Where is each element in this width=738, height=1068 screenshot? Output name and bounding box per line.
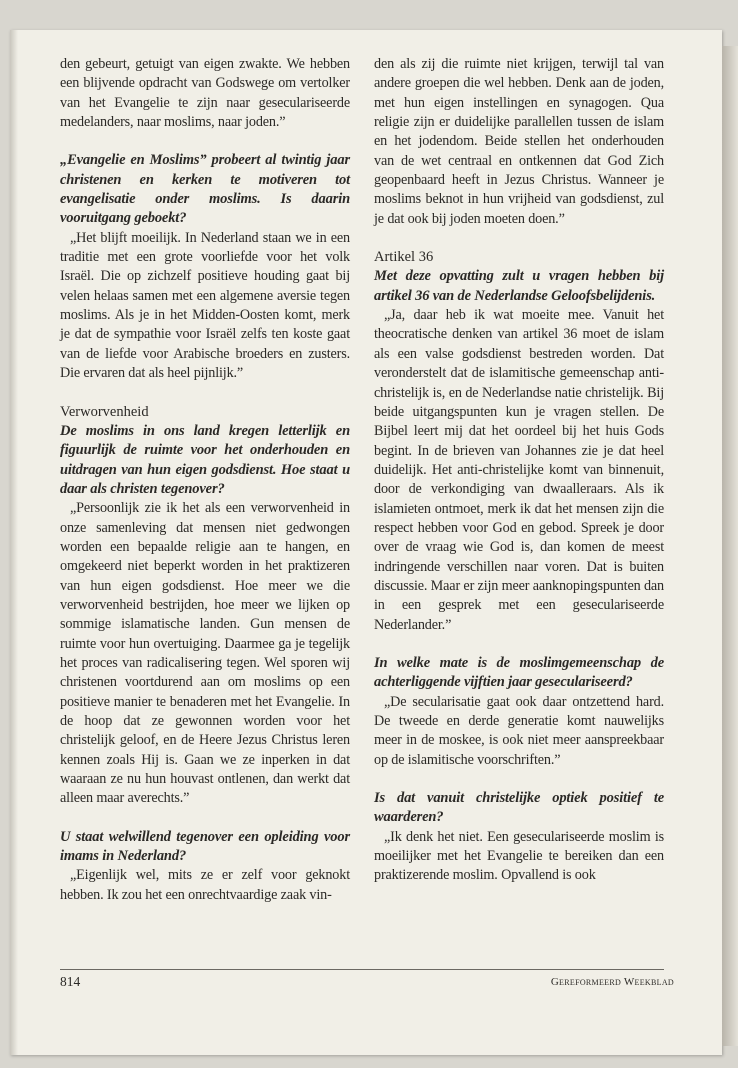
- section-heading-artikel-36: Artikel 36: [374, 249, 434, 266]
- page-spine-shadow: [10, 30, 18, 1055]
- interview-question-3: U staat welwillend tegenover een opleiding voor imams in Nederland?: [60, 828, 350, 865]
- interview-question-5: In welke mate is de moslimgemeenschap de achterliggende vijftien jaar geseculariseerd?: [374, 654, 664, 691]
- interview-answer-4: „Ja, daar heb ik wat moeite mee. Vanuit het theocratische denken van artikel 36 moet de islam als een valse godsdienst bestreden worden. Dat veronderstelt dat de islamitische gemeenschap anti-christelijk is, en de Nederlandse natie christelijk. Bij beide uitgangspunten kun je vragen stellen. De Bijbel leert mij dat het oordeel bij het huis Gods begint. In de brieven van Johannes zie je dat heel duidelijk. Het anti-christelijke komt van binnenuit, door de verkondiging van dwaalleraars. Als ik islamieten ontmoet, merk ik dat het mensen zijn die respect hebben voor God en gebod. Spreek je door over de vraag wie God is, dan komen de meest indringende verschillen naar voren. Dat is buiten discussie. Maar er zijn meer aanknopingspunten dan in een gesprek met een geseculariseerde Nederlander.”: [374, 307, 664, 633]
- footer-rule: [60, 969, 664, 970]
- section-heading-verworvenheid: Verworvenheid: [60, 403, 149, 420]
- page-edge: [722, 46, 738, 1046]
- interview-question-2: De moslims in ons land kregen letterlijk en figuurlijk de ruimte voor het onderhouden en uitdragen van hun eigen godsdienst. Hoe staat u daar als christen tegenover?: [60, 422, 350, 497]
- interview-answer-3: „Eigenlijk wel, mits ze er zelf voor geknokt hebben. Ik zou het een onrechtvaardige zaak vin-: [60, 867, 350, 903]
- interview-answer-1: „Het blijft moeilijk. In Nederland staan we in een traditie met een grote voorliefde voor het volk Israël. Die op zichzelf positieve houding gaat bij velen helaas samen met een algemene aversie tegen moslims. Als je in het Midden-Oosten komt, merk je dat de sympathie voor Israël zelfs ten koste gaat van de liefde voor Arabische broeders en zusters. Die ervaren dat als heel pijnlijk.”: [60, 229, 350, 382]
- page-number: 814: [60, 974, 81, 989]
- right-column: [374, 55, 664, 886]
- interview-answer-5: „De secularisatie gaat ook daar ontzettend hard. De tweede en derde generatie komt nauwelijks meer in de moskee, is ook niet meer aanspreekbaar op de islamitische voorschriften.”: [374, 693, 664, 768]
- interview-question-1: „Evangelie en Moslims” probeert al twintig jaar christenen en kerken te motiveren tot evangelisatie onder moslims. Is daarin vooruitgang geboekt?: [60, 152, 350, 227]
- interview-answer-2: „Persoonlijk zie ik het als een verworvenheid in onze samenleving dat mensen niet gedwongen worden een bepaalde religie aan te hangen, en omgekeerd niet beperkt worden in het praktizeren van hun eigen godsdienst. Hoe meer we die verworvenheid bestrijden, hoe meer we lijken op sommige islamatische landen. Gun mensen de ruimte voor hun overtuiging. Daarmee ga je tegelijk het proces van radicalisering tegen. Wel sporen wij christenen voortdurend aan om moslims op een positieve manier te benaderen met het Evangelie. In de hoop dat ze gewonnen worden voor het christelijk geloof, en de Heere Jezus Christus leren kennen zoals Hij is. Gaan we ze inperken in dat waaraan ze nu hun houvast ontlenen, dan werkt dat alleen maar averechts.”: [60, 500, 350, 807]
- left-column: [60, 55, 350, 905]
- interview-question-4: Met deze opvatting zult u vragen hebben bij artikel 36 van de Nederlandse Geloofsbelijdenis.: [374, 268, 664, 304]
- left-paragraph-1: den gebeurt, getuigt van eigen zwakte. We hebben een blijvende opdracht van Godswege om vertolker van het Evangelie te zijn naar geseculariseerde medelanders, naar moslims, naar joden.”: [60, 56, 350, 131]
- right-paragraph-1: den als zij die ruimte niet krijgen, terwijl tal van andere groepen die wel hebben. Denk aan de joden, met hun eigen instellingen en synagogen. Qua religie zijn er duidelijke parallellen tussen de islam en het jodendom. Beide stellen het onderhouden van de wet centraal en ontkennen dat God Zich geopenbaard heeft in Jezus Christus. Wanneer je moslims beknot in hun vrijheid van godsdienst, zul je dat ook bij joden moeten doen.”: [374, 56, 664, 227]
- interview-question-6: Is dat vanuit christelijke optiek positief te waarderen?: [374, 790, 664, 826]
- interview-answer-6: „Ik denk het niet. Een geseculariseerde moslim is moeilijker met het Evangelie te bereiken dan een praktizerende moslim. Opvallend is ook: [374, 828, 664, 884]
- magazine-name: Gereformeerd Weekblad: [550, 976, 674, 988]
